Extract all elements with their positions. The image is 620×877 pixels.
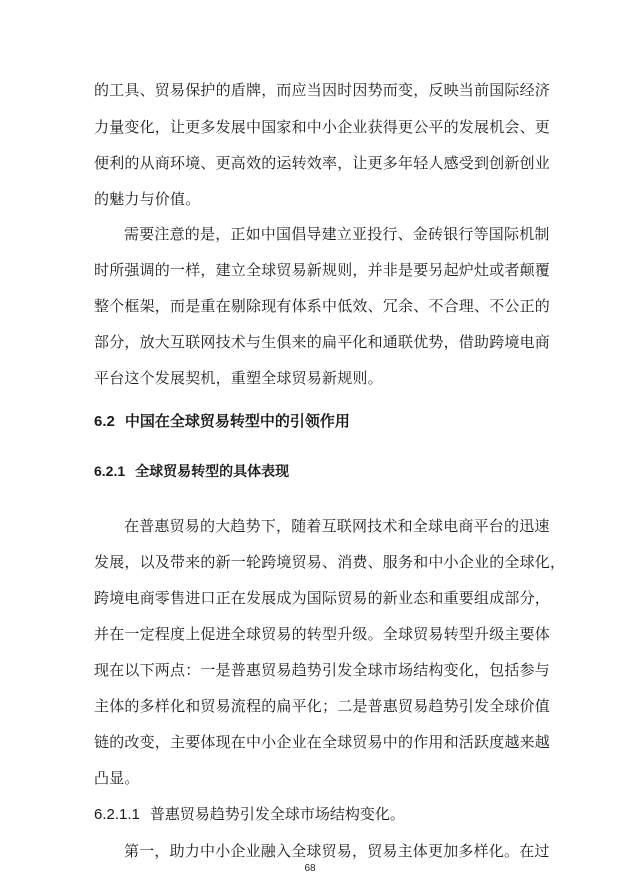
page-number: 68 — [304, 863, 316, 874]
paragraph-line: 的工具、贸易保护的盾牌，而应当因时因势而变，反映当前国际经济 — [94, 81, 551, 99]
paragraph-line: 部分，放大互联网技术与生俱来的扁平化和通联优势，借助跨境电商 — [94, 333, 551, 351]
subsubsection-heading — [94, 803, 405, 824]
paragraph-line: 现在以下两点：一是普惠贸易趋势引发全球市场结构变化，包括参与 — [94, 661, 551, 679]
subsection-title: 全球贸易转型的具体表现 — [135, 464, 290, 480]
paragraph-line: 的魅力与价值。 — [94, 190, 201, 208]
paragraph-line: 力量变化，让更多发展中国家和中小企业获得更公平的发展机会、更 — [94, 118, 551, 136]
paragraph-line: 需要注意的是，正如中国倡导建立亚投行、金砖银行等国际机制 — [124, 225, 550, 243]
paragraph-line: 发展，以及带来的新一轮跨境贸易、消费、服务和中小企业的全球化， — [94, 553, 566, 571]
paragraph-line: 跨境电商零售进口正在发展成为国际贸易的新业态和重要组成部分， — [94, 589, 551, 607]
paragraph-line: 便利的从商环境、更高效的运转效率，让更多年轻人感受到创新创业 — [94, 154, 551, 172]
section-title: 中国在全球贸易转型中的引领作用 — [124, 412, 350, 430]
paragraph-line: 在普惠贸易的大趋势下，随着互联网技术和全球电商平台的迅速 — [124, 517, 550, 535]
subsection-number: 6.2.1 — [94, 463, 126, 479]
paragraph-line: 凸显。 — [94, 769, 140, 787]
subsubsection-title: 普惠贸易趋势引发全球市场结构变化。 — [149, 805, 405, 823]
paragraph-line: 并在一定程度上促进全球贸易的转型升级。全球贸易转型升级主要体 — [94, 625, 551, 643]
section-heading — [94, 410, 350, 431]
paragraph-line: 链的改变，主要体现在中小企业在全球贸易中的作用和活跃度越来越 — [94, 733, 551, 751]
subsection-heading — [94, 461, 289, 481]
paragraph-line: 时所强调的一样，建立全球贸易新规则，并非是要另起炉灶或者颠覆 — [94, 261, 551, 279]
subsubsection-number: 6.2.1.1 — [94, 806, 140, 823]
paragraph-line: 平台这个发展契机，重塑全球贸易新规则。 — [94, 369, 383, 387]
section-number: 6.2 — [94, 413, 115, 430]
paragraph-line: 整个框架，而是重在剔除现有体系中低效、冗余、不合理、不公正的 — [94, 297, 551, 315]
paragraph-line: 主体的多样化和贸易流程的扁平化；二是普惠贸易趋势引发全球价值 — [94, 697, 551, 715]
paragraph-line: 第一，助力中小企业融入全球贸易，贸易主体更加多样化。在过 — [124, 842, 550, 860]
